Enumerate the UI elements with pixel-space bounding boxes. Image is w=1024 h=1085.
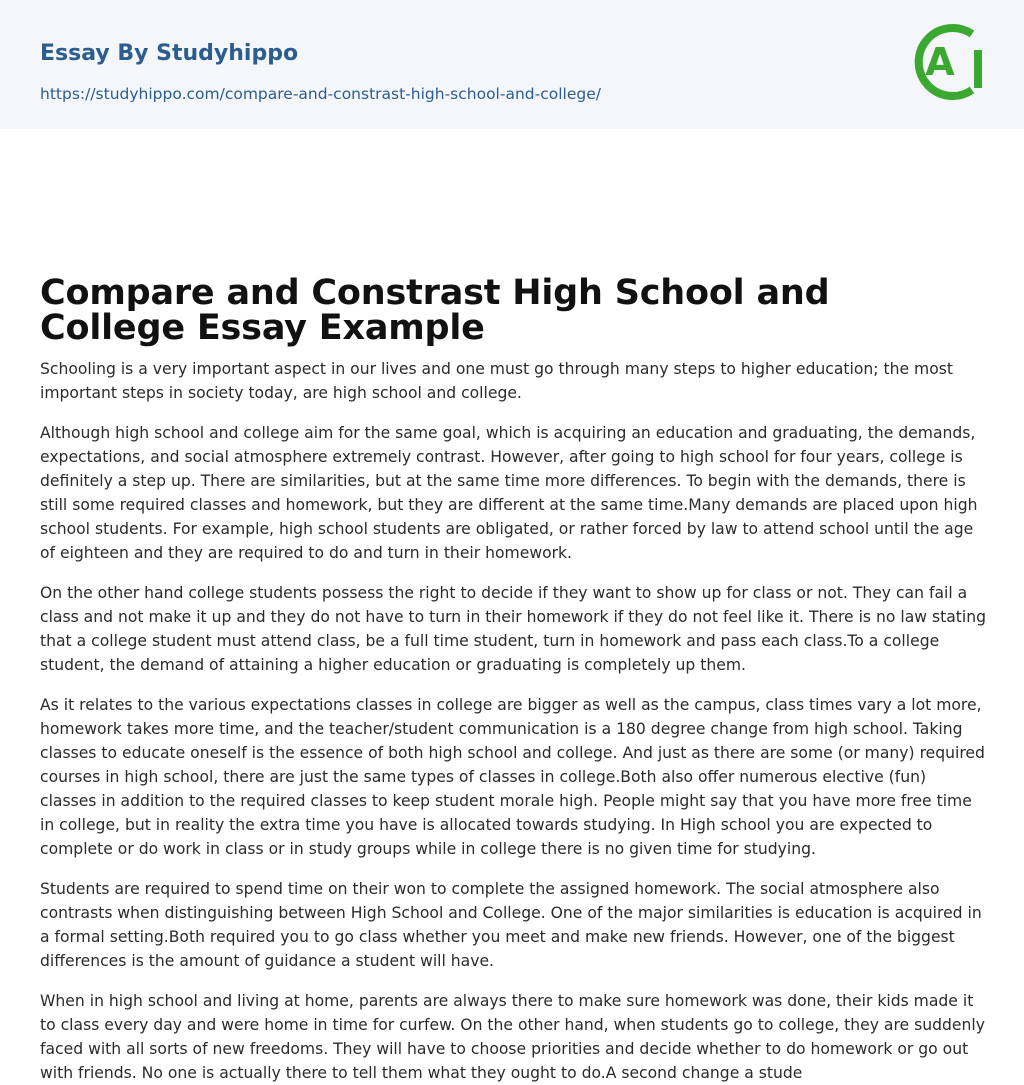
- source-url-link[interactable]: https://studyhippo.com/compare-and-constrast-high-school-and-college/: [40, 85, 601, 103]
- article-paragraph: As it relates to the various expectations classes in college are bigger as well as the campus, class times vary a lot more, homework takes more time, and the teacher/student communication is a 180 degree change from high school. Taking classes to educate oneself is the essence of both high school and college. And just as there are some (or many) required courses in high school, there are just the same types of classes in college.Both also offer numerous elective (fun) classes in addition to the required classes to keep student morale high. People might say that you have more free time in college, but in reality the extra time you have is allocated towards studying. In High school you are expected to complete or do work in class or in study groups while in college there is no given time for studying.: [40, 696, 985, 858]
- logo-letter: A: [925, 40, 955, 84]
- article-paragraph: Schooling is a very important aspect in our lives and one must go through many steps to higher education; the most important steps in society today, are high school and college.: [40, 360, 953, 402]
- article-paragraph: When in high school and living at home, parents are always there to make sure homework was done, their kids made it to class every day and were home in time for curfew. On the other hand, when students go to college, they are suddenly faced with all sorts of new freedoms. They will have to choose priorities and decide whether to do homework or go out with friends. No one is actually there to tell them what they ought to do.A second change a stude: [40, 992, 985, 1082]
- article-title: Compare and Constrast High School and College Essay Example: [40, 273, 830, 348]
- article-paragraph: Although high school and college aim for the same goal, which is acquiring an education and graduating, the demands, expectations, and social atmosphere extremely contrast. However, after going to high school for four years, college is definitely a step up. There are similarities, but at the same time more differences. To begin with the demands, there is still some required classes and homework, but they are different at the same time.Many demands are placed upon high school students. For example, high school students are obligated, or rather forced by law to attend school until the age of eighteen and they are required to do and turn in their homework.: [40, 424, 978, 562]
- studyhippo-logo-icon[interactable]: [912, 19, 986, 105]
- site-header: [0, 0, 1024, 129]
- article-body: [40, 357, 986, 1085]
- article-paragraph: On the other hand college students possess the right to decide if they want to show up for class or not. They can fail a class and not make it up and they do not have to turn in their homework if they do not feel like it. There is no law stating that a college student must attend class, be a full time student, turn in homework and pass each class.To a college student, the demand of attaining a higher education or graduating is completely up them.: [40, 584, 986, 674]
- article-main: [0, 129, 1024, 1085]
- site-brand[interactable]: Essay By Studyhippo: [40, 41, 299, 66]
- article-paragraph: Students are required to spend time on their won to complete the assigned homework. The social atmosphere also contrasts when distinguishing between High School and College. One of the major similarities is education is acquired in a formal setting.Both required you to go class whether you meet and make new friends. However, one of the biggest differences is the amount of guidance a student will have.: [40, 880, 982, 970]
